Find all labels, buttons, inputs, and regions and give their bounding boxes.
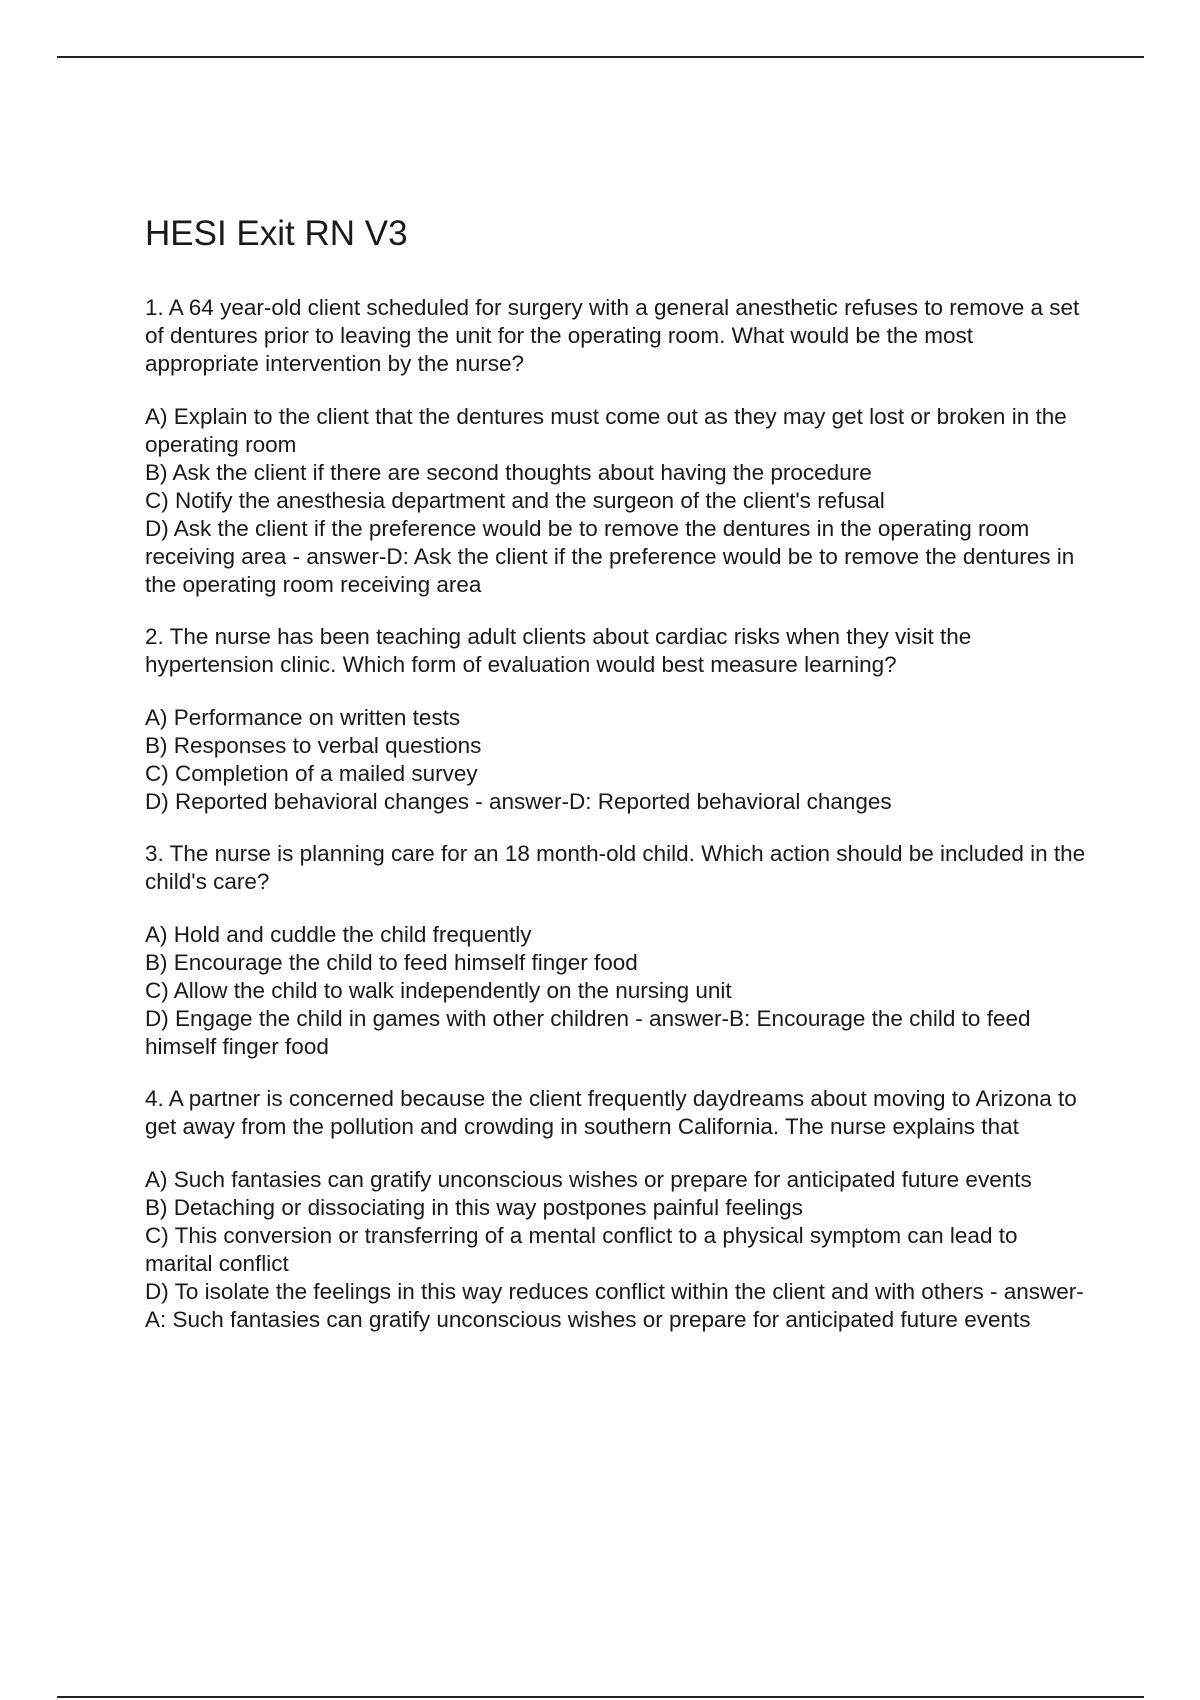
option-c: C) Allow the child to walk independently on the nursing unit	[145, 978, 732, 1003]
question-stem: 4. A partner is concerned because the client frequently daydreams about moving to Arizona to get away from the pollution and crowding in southern California. The nurse explains that	[145, 1086, 1077, 1139]
option-a: A) Such fantasies can gratify unconscious wishes or prepare for anticipated future events	[145, 1167, 1032, 1192]
question-stem: 1. A 64 year-old client scheduled for surgery with a general anesthetic refuses to remove a set of dentures prior to leaving the unit for the operating room. What would be the most appropriate intervention by the nurse?	[145, 295, 1080, 376]
answer-options	[145, 403, 1090, 599]
document-body	[145, 212, 1090, 1358]
option-b: B) Ask the client if there are second thoughts about having the procedure	[145, 460, 872, 485]
option-b: B) Responses to verbal questions	[145, 733, 482, 758]
option-d: D) To isolate the feelings in this way reduces conflict within the client and with others - answer-A: Such fantasies can gratify unconscious wishes or prepare for anticipated future events	[145, 1279, 1084, 1332]
option-d: D) Reported behavioral changes - answer-D: Reported behavioral changes	[145, 789, 892, 814]
option-a: A) Hold and cuddle the child frequently	[145, 922, 532, 947]
bottom-divider	[57, 1696, 1144, 1698]
answer-options	[145, 921, 1090, 1061]
answer-options	[145, 1166, 1090, 1334]
option-c: C) This conversion or transferring of a mental conflict to a physical symptom can lead to marital conflict	[145, 1223, 1018, 1276]
question-4	[145, 1085, 1090, 1334]
top-divider	[57, 56, 1144, 58]
question-2	[145, 623, 1090, 816]
option-d: D) Engage the child in games with other children - answer-B: Encourage the child to feed himself finger food	[145, 1006, 1031, 1059]
question-stem: 2. The nurse has been teaching adult clients about cardiac risks when they visit the hypertension clinic. Which form of evaluation would best measure learning?	[145, 624, 972, 677]
option-c: C) Completion of a mailed survey	[145, 761, 478, 786]
question-3	[145, 840, 1090, 1061]
option-a: A) Explain to the client that the dentures must come out as they may get lost or broken in the operating room	[145, 404, 1067, 457]
answer-options	[145, 704, 1090, 816]
option-d: D) Ask the client if the preference would be to remove the dentures in the operating room receiving area - answer-D: Ask the client if the preference would be to remove the dentures in the operating room receiving area	[145, 516, 1075, 597]
option-b: B) Detaching or dissociating in this way postpones painful feelings	[145, 1195, 803, 1220]
option-c: C) Notify the anesthesia department and the surgeon of the client's refusal	[145, 488, 885, 513]
document-title: HESI Exit RN V3	[145, 214, 408, 253]
question-stem: 3. The nurse is planning care for an 18 month-old child. Which action should be included in the child's care?	[145, 841, 1086, 894]
question-1	[145, 294, 1090, 599]
option-b: B) Encourage the child to feed himself finger food	[145, 950, 638, 975]
option-a: A) Performance on written tests	[145, 705, 461, 730]
